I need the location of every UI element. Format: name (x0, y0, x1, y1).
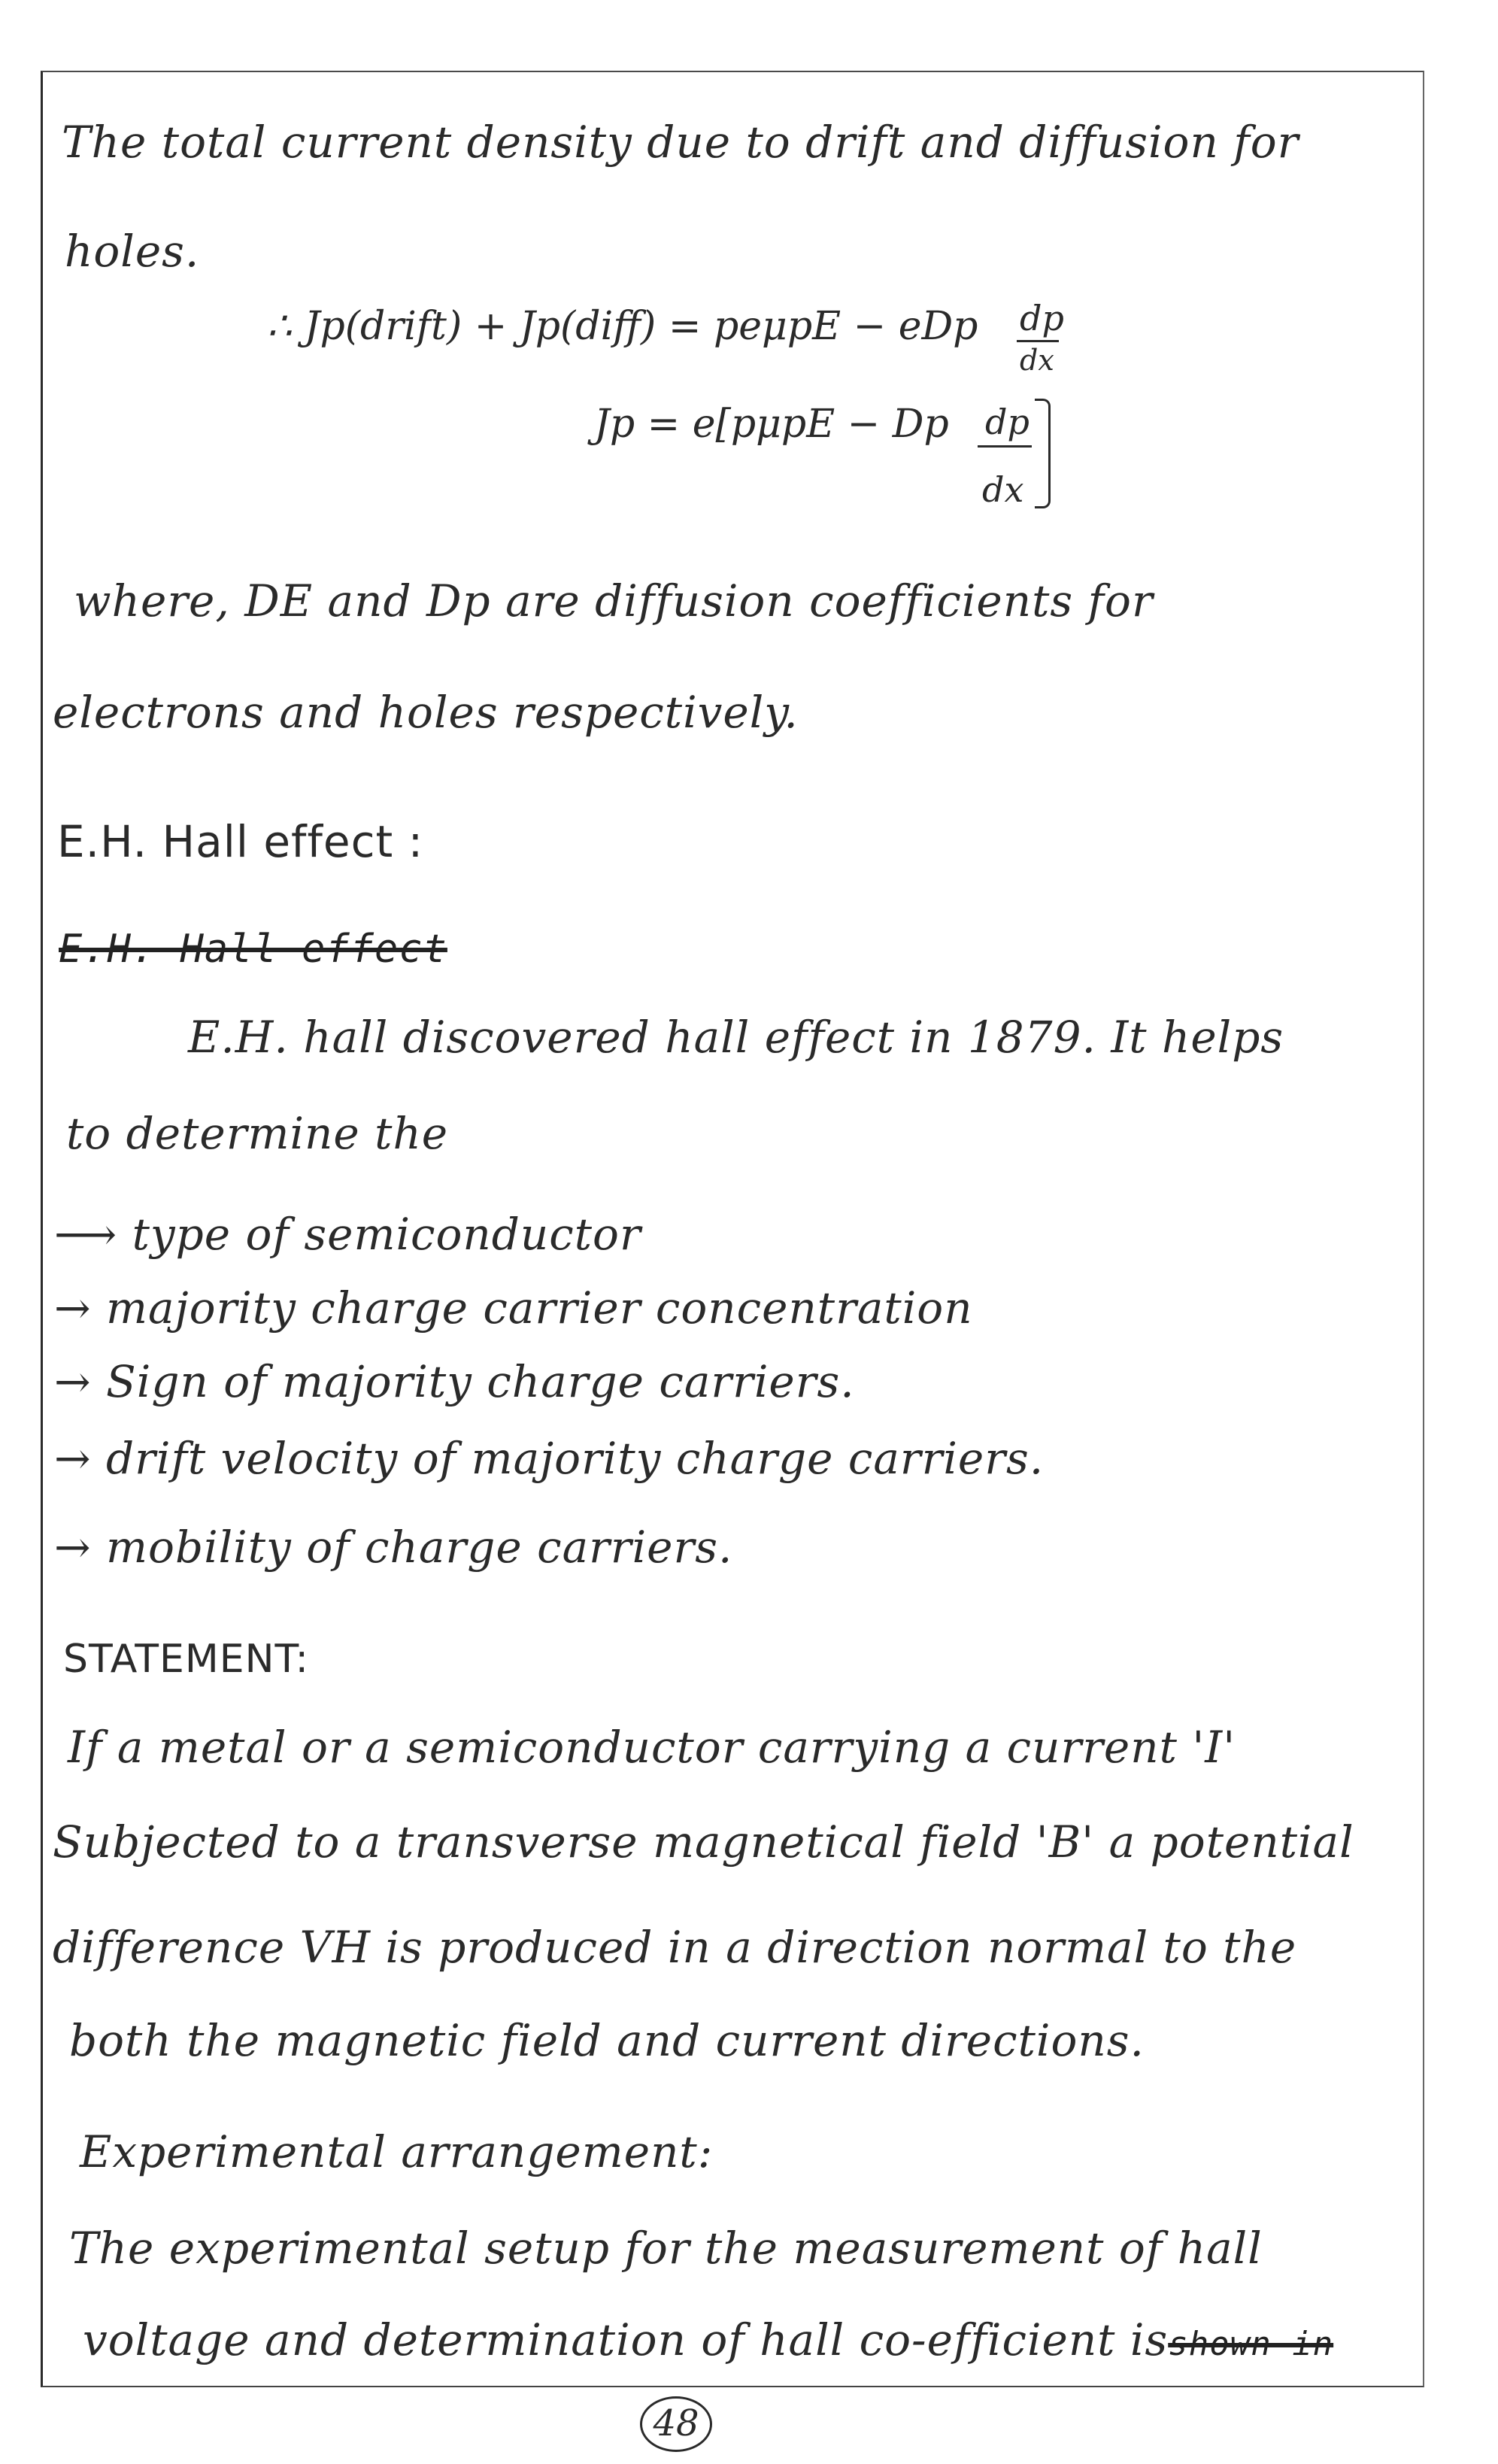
text-line-7: to determine the (66, 1108, 449, 1159)
equation-2-lhs: Jp = e[pμpE − Dp (594, 402, 949, 447)
equation-1-denominator: dx (1020, 344, 1054, 377)
equation-2-right-bracket (1035, 399, 1051, 508)
statement-heading: STATEMENT: (63, 1637, 310, 1682)
struck-word: shown in (1168, 2325, 1334, 2363)
bullet-mobility: → mobility of charge carriers. (54, 1522, 733, 1573)
text-line-14: The experimental setup for the measurement of hall (69, 2223, 1263, 2274)
text-line-11: difference VH is produced in a direction normal to the (53, 1922, 1297, 1973)
text-line-3: where, DE and Dp are diffusion coefficients for (74, 575, 1154, 627)
text-line-15: voltage and determination of hall co-efficient is (83, 2314, 1169, 2365)
text-line-12: both the magnetic field and current directions. (69, 2015, 1145, 2066)
text-line-9: If a metal or a semiconductor carrying a current 'I' (68, 1722, 1236, 1773)
page-number-badge: 48 (640, 2396, 712, 2452)
text-line-10: Subjected to a transverse magnetical field 'B' a potential (53, 1816, 1354, 1868)
equation-1-fraction-bar (1017, 340, 1059, 342)
equation-1-lhs: ∴ Jp(drift) + Jp(diff) = peμpE − eDp (267, 304, 978, 349)
text-line-2: holes. (65, 226, 200, 277)
struck-heading: E.H. Hall effect (59, 927, 447, 972)
bullet-sign-of-majority-carriers: → Sign of majority charge carriers. (54, 1356, 855, 1407)
equation-2-numerator: dp (985, 402, 1029, 442)
bullet-type-of-semiconductor: ⟶ type of semiconductor (54, 1209, 641, 1260)
equation-2-fraction-bar (978, 445, 1032, 448)
text-line-15-wrapper (83, 2314, 1334, 2365)
equation-1-numerator: dp (1020, 298, 1064, 338)
section-heading-experimental-arrangement: Experimental arrangement: (80, 2126, 714, 2177)
section-heading-hall-effect: E.H. Hall effect : (57, 816, 424, 867)
bullet-drift-velocity: → drift velocity of majority charge carriers. (54, 1433, 1045, 1484)
bullet-majority-carrier-concentration: → majority charge carrier concentration (54, 1282, 973, 1334)
text-line-4: electrons and holes respectively. (53, 687, 799, 738)
text-line-6: E.H. hall discovered hall effect in 1879. It helps (188, 1012, 1284, 1063)
equation-2-denominator: dx (982, 469, 1024, 510)
text-line-1: The total current density due to drift and diffusion for (62, 117, 1299, 168)
